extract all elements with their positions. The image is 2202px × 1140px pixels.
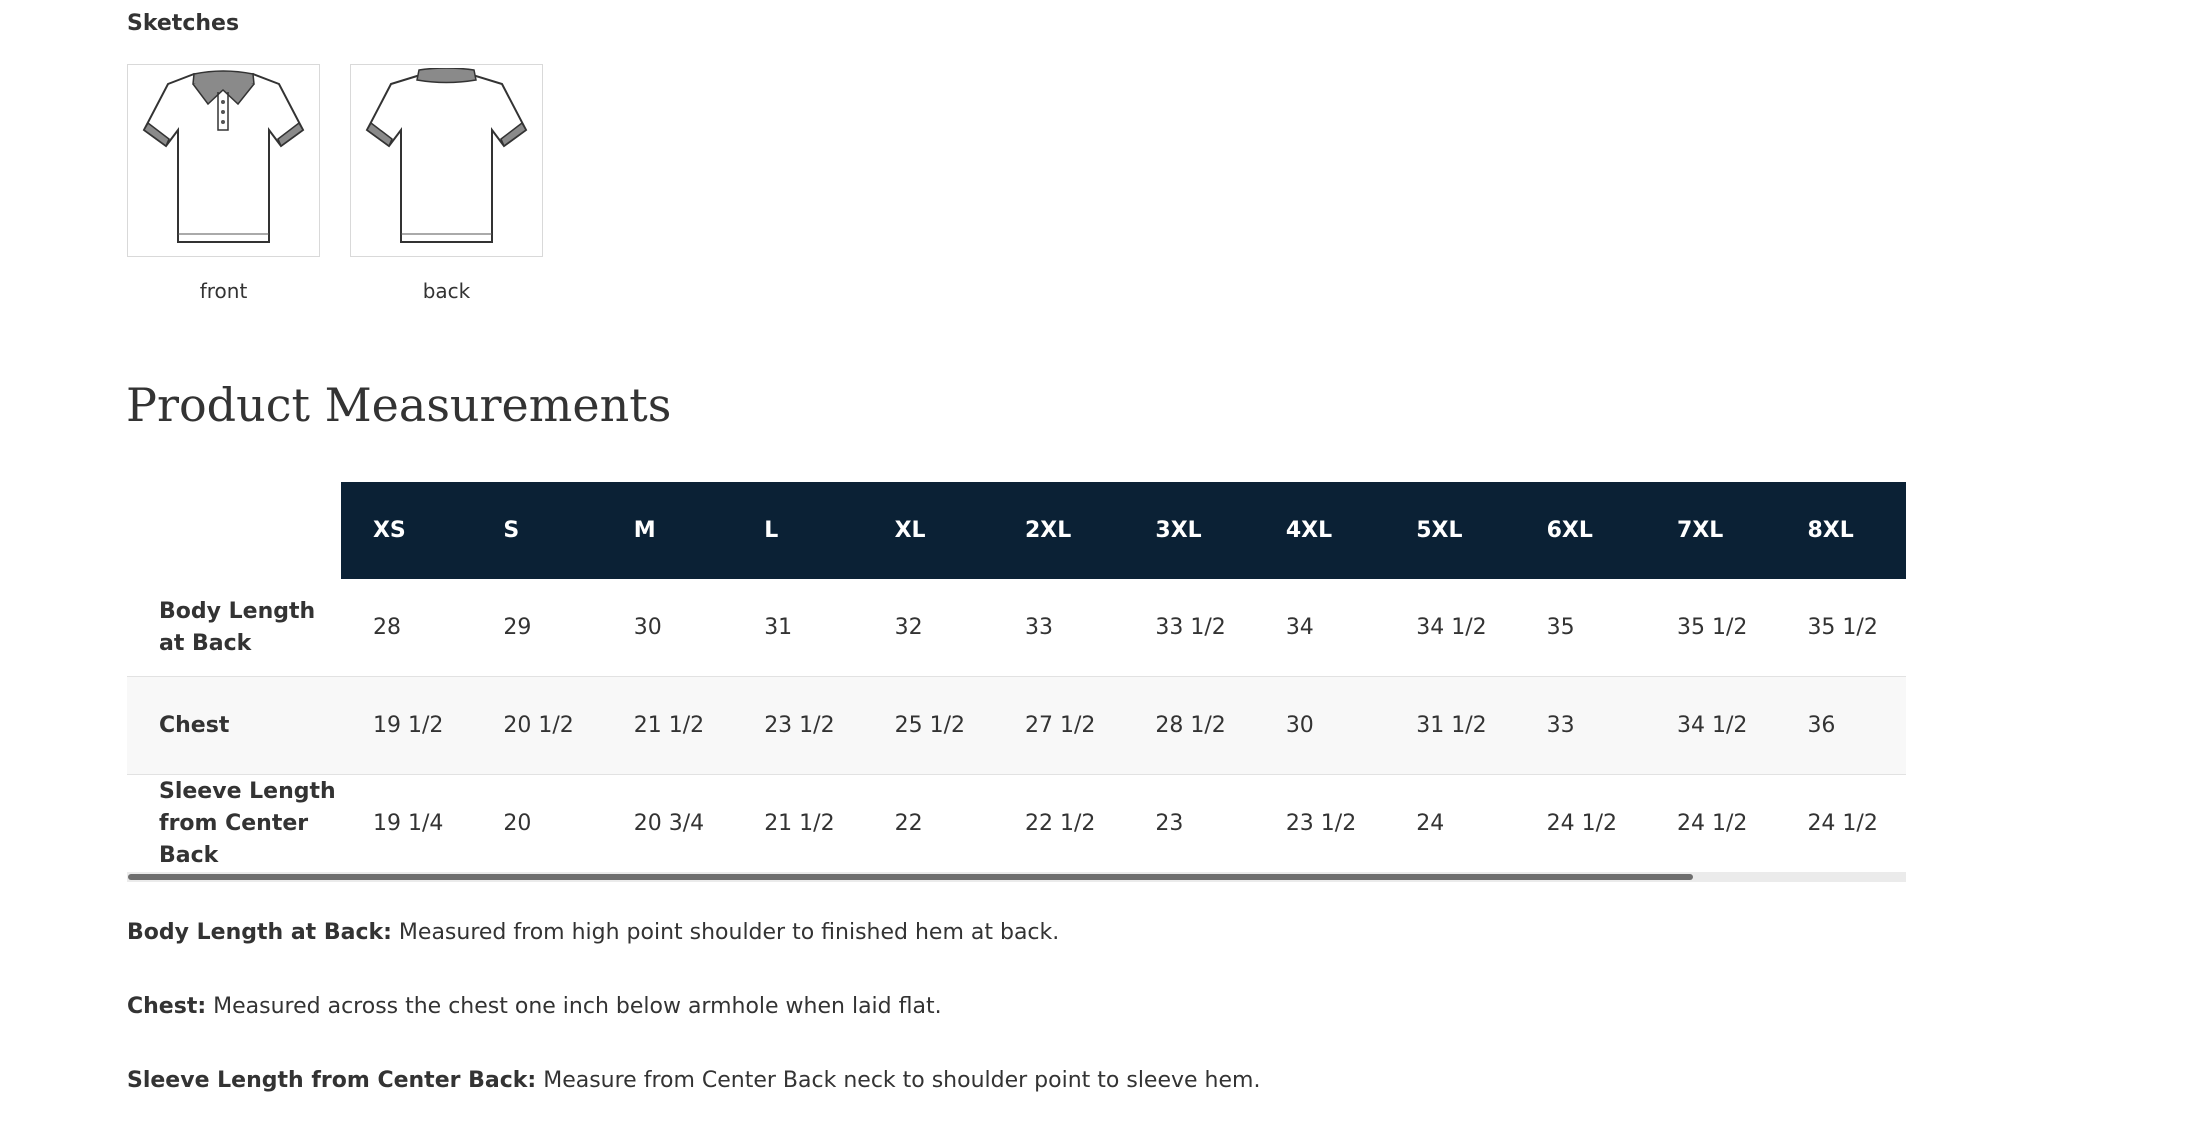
size-header-5xl: 5XL [1384,482,1514,579]
table-cell: 31 [764,615,793,640]
table-cell: 20 3/4 [602,775,732,873]
product-measurements-title: Product Measurements [126,378,672,432]
definition-text: Measured from high point shoulder to finished hem at back. [391,920,1060,945]
sketch-back-caption: back [422,279,471,303]
table-cell: 30 [1254,677,1384,775]
measurements-table-container[interactable] [127,482,1906,882]
table-cell: 32 [894,615,923,640]
definition-text: Measure from Center Back neck to shoulder point to sleeve hem. [536,1068,1261,1093]
size-header-2xl: 2XL [993,482,1123,579]
table-cell: 23 1/2 [732,677,862,775]
size-header-s: S [471,482,601,579]
size-header-6xl: 6XL [1515,482,1645,579]
size-header-xs: XS [341,482,471,579]
table-cell: 34 1/2 [1645,677,1775,775]
table-cell: 23 [1123,775,1253,873]
size-header-4xl: 4XL [1254,482,1384,579]
measurement-definitions [127,918,2027,1140]
table-cell: 35 [1546,615,1575,640]
measurements-table [127,482,1906,872]
row-label: Chest [127,677,341,775]
sketch-front-frame[interactable] [127,64,320,257]
table-cell: 24 [1384,775,1514,873]
table-cell: 24 1/2 [1645,775,1775,873]
size-header-l: L [732,482,862,579]
definition-body-length [127,918,2027,948]
sketch-back-frame[interactable] [350,64,543,257]
definition-text: Measured across the chest one inch below armhole when laid flat. [206,994,942,1019]
definition-sleeve-length [127,1066,2027,1096]
table-cell: 22 1/2 [993,775,1123,873]
table-cell: 29 [503,615,532,640]
sketch-front-caption: front [199,279,248,303]
size-header-xl: XL [863,482,993,579]
table-row-body-length [127,579,1906,677]
table-cell: 20 [471,775,601,873]
size-header-7xl: 7XL [1645,482,1775,579]
table-cell: 33 [1515,677,1645,775]
table-cell: 24 1/2 [1515,775,1645,873]
table-cell: 34 1/2 [1416,615,1487,640]
table-cell: 27 1/2 [993,677,1123,775]
table-cell: 24 1/2 [1775,775,1906,873]
definition-term: Chest: [127,994,207,1019]
table-cell: 36 [1775,677,1906,775]
polo-shirt-front-icon [136,68,311,253]
polo-shirt-back-icon [359,68,534,253]
table-cell: 35 1/2 [1677,615,1748,640]
table-cell: 19 1/4 [341,775,471,873]
definition-term: Sleeve Length from Center Back: [127,1068,537,1093]
sketches-label: Sketches [127,11,240,36]
table-cell: 21 1/2 [732,775,862,873]
table-cell: 22 [863,775,993,873]
table-cell: 35 1/2 [1807,615,1878,640]
size-header-row [127,482,1906,579]
size-header-m: M [602,482,732,579]
sketch-back-card[interactable] [350,64,543,303]
table-cell: 31 1/2 [1384,677,1514,775]
row-label: Body Length at Back [159,598,316,656]
table-row-chest [127,677,1906,775]
table-cell: 33 1/2 [1155,615,1226,640]
table-cell: 19 1/2 [341,677,471,775]
sketch-front-card[interactable] [127,64,320,303]
table-cell: 34 [1285,615,1314,640]
table-cell: 30 [633,615,662,640]
row-label: Sleeve Length from Center Back [127,775,341,873]
header-corner [127,482,341,579]
table-cell: 28 1/2 [1123,677,1253,775]
table-cell: 23 1/2 [1254,775,1384,873]
definition-term: Body Length at Back: [127,920,392,945]
scrollbar-thumb[interactable] [128,874,1693,880]
table-cell: 28 [372,615,401,640]
table-row-sleeve-length [127,775,1906,873]
size-header-3xl: 3XL [1123,482,1253,579]
definition-chest [127,992,2027,1022]
size-header-8xl: 8XL [1775,482,1906,579]
table-cell: 21 1/2 [602,677,732,775]
table-cell: 33 [1025,615,1053,640]
table-cell: 25 1/2 [863,677,993,775]
table-cell: 20 1/2 [471,677,601,775]
table-horizontal-scrollbar[interactable] [127,872,1906,882]
